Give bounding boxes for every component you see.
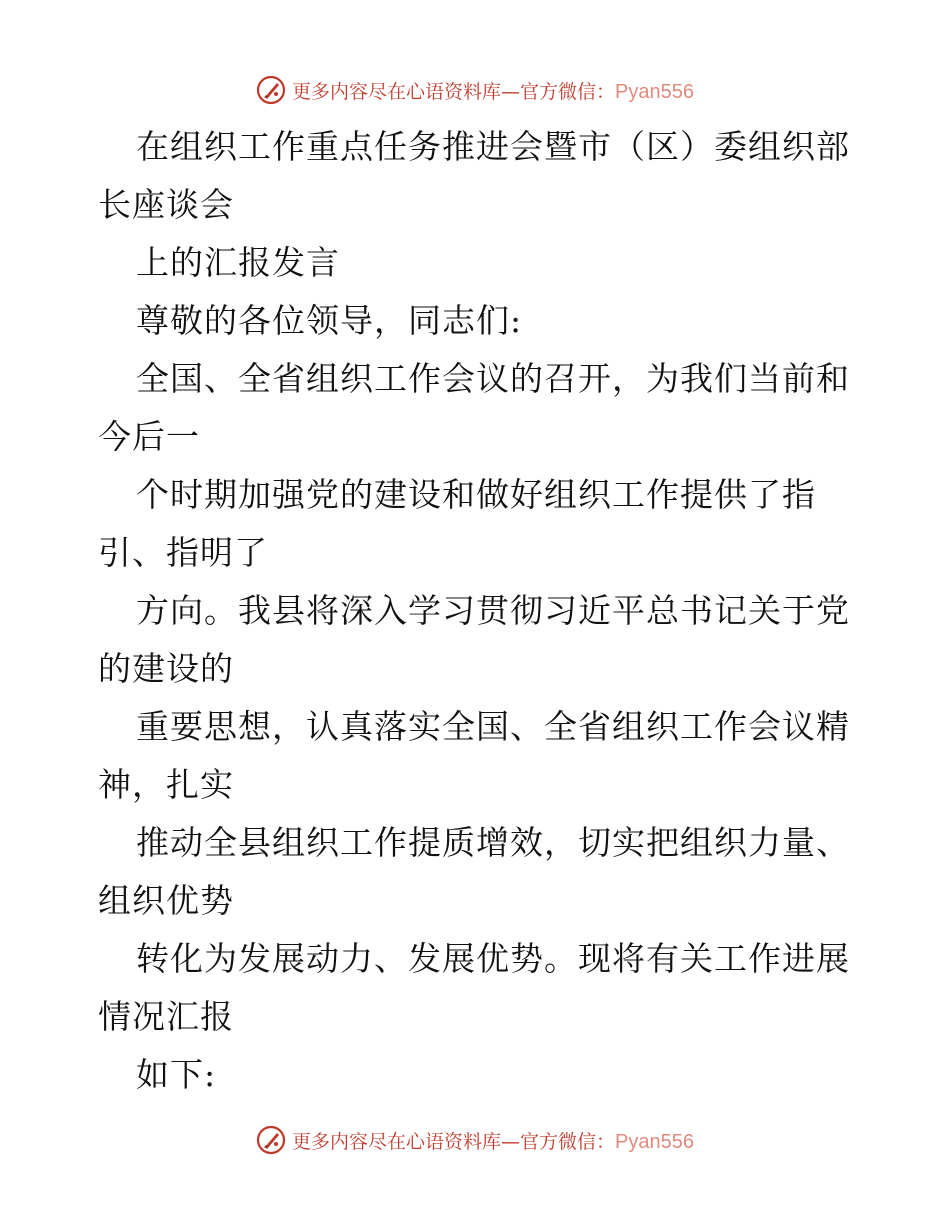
doc-paragraph-line: 今后一 [98, 417, 200, 456]
doc-paragraph-line: 推动全县组织工作提质增效，切实把组织力量、 [136, 823, 850, 862]
watermark-site-text: 更多内容尽在心语资料库 [292, 1130, 502, 1153]
doc-title-line-1: 在组织工作重点任务推进会暨市（区）委组织部 [136, 127, 850, 166]
doc-paragraph-line: 全国、全省组织工作会议的召开，为我们当前和 [136, 359, 850, 398]
doc-paragraph-line: 的建设的 [98, 649, 234, 688]
watermark-text [292, 77, 694, 104]
watermark-text [292, 1127, 694, 1154]
doc-paragraph-line: 引、指明了 [98, 533, 268, 572]
watermark-separator: — [501, 1130, 521, 1153]
document-body [98, 118, 858, 1104]
watermark-handle: Pyan556 [615, 1130, 694, 1153]
header-watermark [0, 70, 950, 110]
doc-paragraph-line: 方向。我县将深入学习贯彻习近平总书记关于党 [136, 591, 850, 630]
doc-title-line-2: 长座谈会 [98, 185, 234, 224]
quill-pen-seal-icon [256, 75, 286, 105]
doc-salutation: 尊敬的各位领导，同志们: [136, 301, 523, 340]
watermark-separator: — [501, 80, 521, 103]
watermark-wechat-label: 官方微信： [520, 1130, 616, 1153]
watermark-site-text: 更多内容尽在心语资料库 [292, 80, 502, 103]
doc-paragraph-line: 转化为发展动力、发展优势。现将有关工作进展 [136, 939, 850, 978]
doc-title-line-3: 上的汇报发言 [136, 243, 340, 282]
quill-pen-seal-icon [256, 1125, 286, 1155]
doc-paragraph-line: 个时期加强党的建设和做好组织工作提供了指 [136, 475, 816, 514]
doc-paragraph-line: 重要思想，认真落实全国、全省组织工作会议精 [136, 707, 850, 746]
watermark-handle: Pyan556 [615, 80, 694, 103]
doc-paragraph-line: 情况汇报 [98, 997, 234, 1036]
doc-paragraph-line: 如下: [136, 1055, 217, 1094]
doc-paragraph-line: 组织优势 [98, 881, 234, 920]
doc-paragraph-line: 神，扎实 [98, 765, 234, 804]
footer-watermark [0, 1120, 950, 1160]
watermark-wechat-label: 官方微信： [520, 80, 616, 103]
